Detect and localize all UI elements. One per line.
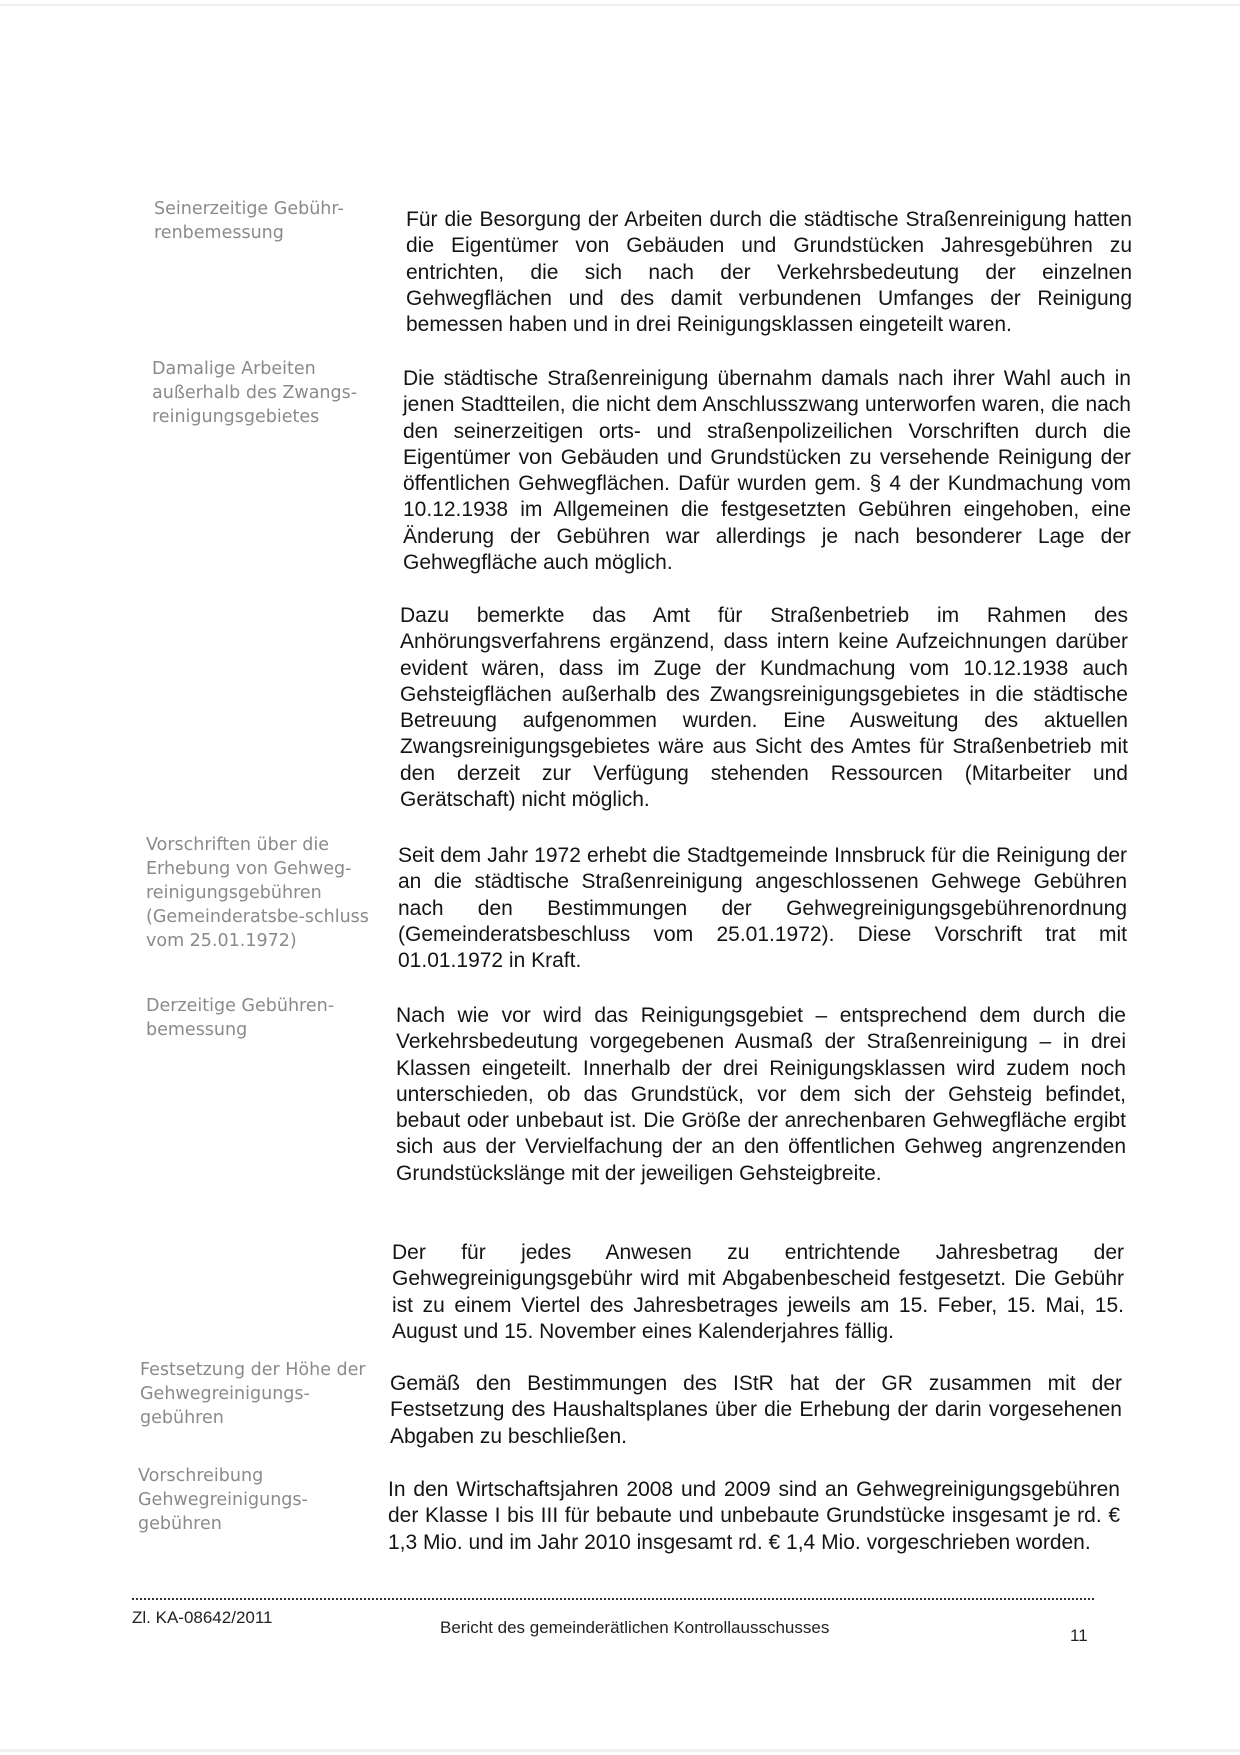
margin-note-damalige-arbeiten: Damalige Arbeiten außerhalb des Zwangs-reinigungsgebietes: [152, 359, 358, 427]
paragraph-vorschreibung: In den Wirtschaftsjahren 2008 und 2009 sind an Gehwegreinigungsgebühren der Klasse I bis III für bebaute und unbebaute Grundstücke insgesamt je rd. € 1,3 Mio. und im Jahr 2010 insgesamt rd. € 1,4 Mio. vorgeschrieben worden.: [388, 1478, 1120, 1554]
footer-dotted-rule: [132, 1598, 1094, 1600]
scan-bottom-edge: [0, 1749, 1240, 1752]
paragraph-vorschriften-1972: Seit dem Jahr 1972 erhebt die Stadtgemeinde Innsbruck für die Reinigung der an die städtische Straßenreinigung angeschlossenen Gehwege Gebühren nach den Bestimmungen der Gehwegreinigungsgebührenordnung (Gemeinderatsbeschluss vom 25.01.1972). Diese Vorschrift trat mit 01.01.1972 in Kraft.: [398, 844, 1127, 973]
margin-note-vorschreibung: Vorschreibung Gehwegreinigungs-gebühren: [138, 1466, 308, 1534]
paragraph-amt-stellungnahme: Dazu bemerkte das Amt für Straßenbetrieb im Rahmen des Anhörungsverfahrens ergänzend, dass intern keine Aufzeichnungen darüber evident wären, dass im Zuge der Kundmachung vom 10.12.1938 auch Gehsteigflächen außerhalb des Zwangsreinigungsgebietes in die städtische Betreuung aufgenommen wurden. Eine Ausweitung des aktuellen Zwangsreinigungsgebietes wäre aus Sicht des Amtes für Straßenbetrieb mit den derzeit zur Verfügung stehenden Ressourcen (Mitarbeiter und Gerätschaft) nicht möglich.: [400, 604, 1128, 812]
margin-note-vorschriften: Vorschriften über die Erhebung von Gehweg-reinigungsgebühren (Gemeinderatsbe-schluss vom 25.01.1972): [146, 835, 369, 951]
footer-page-number: 11: [1070, 1626, 1088, 1645]
footer-report-title: Bericht des gemeinderätlichen Kontrollausschusses: [440, 1618, 830, 1637]
paragraph-seinerzeitige-gebuehren: Für die Besorgung der Arbeiten durch die städtische Straßenreinigung hatten die Eigentümer von Gebäuden und Grundstücken Jahresgebühren zu entrichten, die sich nach der Verkehrsbedeutung der einzelnen Gehwegflächen und des damit verbundenen Umfanges der Reinigung bemessen haben und in drei Reinigungsklassen eingeteilt waren.: [406, 208, 1132, 337]
paragraph-derzeitige-bemessung: Nach wie vor wird das Reinigungsgebiet – entsprechend dem durch die Verkehrsbedeutung vorgegebenen Ausmaß der Straßenreinigung – in drei Klassen eingeteilt. Innerhalb der drei Reinigungsklassen wird zudem noch unterschieden, ob das Grundstück, vor dem sich der Gehsteig befindet, bebaut oder unbebaut ist. Die Größe der anrechenbaren Gehwegfläche ergibt sich aus der Vervielfachung der an den öffentlichen Gehweg angrenzenden Grundstückslänge mit der jeweiligen Gehsteigbreite.: [396, 1004, 1126, 1185]
paragraph-festsetzung: Gemäß den Bestimmungen des IStR hat der GR zusammen mit der Festsetzung des Haushaltsplanes über die Erhebung der darin vorgesehenen Abgaben zu beschließen.: [390, 1372, 1122, 1448]
margin-note-gebuehrenbemessung: Seinerzeitige Gebühr-renbemessung: [154, 199, 344, 243]
margin-note-festsetzung: Festsetzung der Höhe der Gehwegreinigungs-gebühren: [140, 1360, 366, 1428]
footer-reference: Zl. KA-08642/2011: [132, 1608, 273, 1627]
paragraph-damalige-arbeiten: Die städtische Straßenreinigung übernahm damals nach ihrer Wahl auch in jenen Stadtteilen, die nicht dem Anschlusszwang unterworfen waren, die nach den seinerzeitigen orts- und straßenpolizeilichen Vorschriften durch die Eigentümer von Gebäuden und Grundstücken zu versehende Reinigung der öffentlichen Gehwegflächen. Dafür wurden gem. § 4 der Kundmachung vom 10.12.1938 im Allgemeinen die festgesetzten Gebühren eingehoben, eine Änderung der Gebühren war allerdings je nach besonderer Lage der Gehwegfläche auch möglich.: [403, 367, 1131, 575]
margin-note-derzeitige-bemessung: Derzeitige Gebühren-bemessung: [146, 996, 335, 1040]
paragraph-jahresbetrag: Der für jedes Anwesen zu entrichtende Jahresbetrag der Gehwegreinigungsgebühr wird mit Abgabenbescheid festgesetzt. Die Gebühr ist zu einem Viertel des Jahresbetrages jeweils am 15. Feber, 15. Mai, 15. August und 15. November eines Kalenderjahres fällig.: [392, 1241, 1124, 1343]
scan-top-edge: [0, 4, 1240, 6]
